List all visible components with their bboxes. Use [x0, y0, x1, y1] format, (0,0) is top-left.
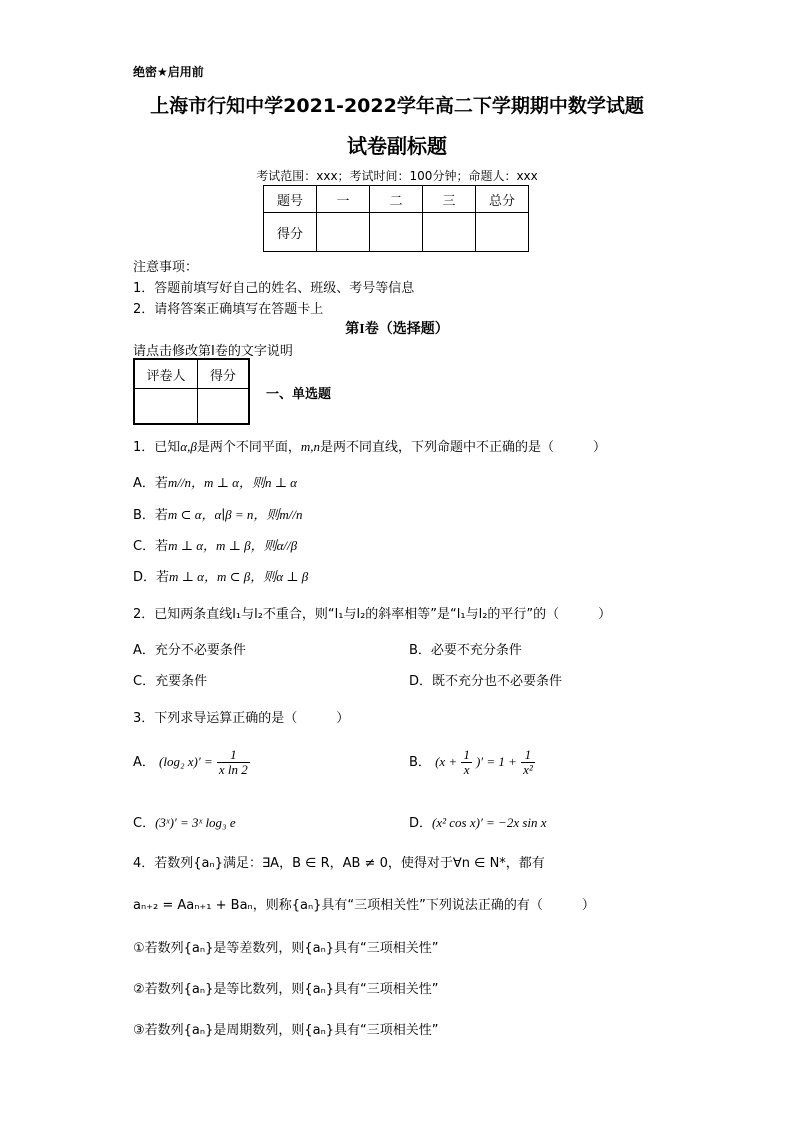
grader-row: [134, 389, 249, 425]
score-cell[interactable]: [423, 213, 476, 252]
question-3-option-c: [133, 812, 236, 831]
question-4-stem-line2: aₙ₊₂ = Aaₙ₊₁ + Baₙ，则称{aₙ}具有“三项相关性”下列说法正确的有（ ）: [133, 898, 595, 913]
option-label: B．若: [133, 508, 168, 523]
question-1-option-c: [133, 535, 297, 554]
fraction: $\frac{1}{\text{x²}}$: [523, 747, 533, 777]
grader-header-cell: 评卷人: [134, 359, 198, 389]
q1-text: 1．已知: [133, 440, 181, 455]
grader-header-cell: 得分: [198, 359, 250, 389]
option-math: m ⊥ α，m ⊂ β，则α ⊥ β: [169, 569, 309, 584]
notes-heading: 注意事项：: [133, 260, 199, 275]
question-1-option-a: [133, 472, 297, 491]
fraction: $\frac{1}{\text{x ln 2}}$: [218, 747, 248, 777]
part1-heading: 第I卷（选择题）: [345, 322, 449, 337]
question-1-option-d: [133, 566, 308, 585]
option-math: (x² cos x)′ = −2x sin x: [432, 815, 547, 830]
exam-subtitle: 试卷副标题: [347, 134, 447, 158]
option-label: D．若: [133, 570, 170, 585]
option-label: D．: [409, 816, 433, 831]
score-row-label: 得分: [264, 213, 317, 252]
notes-item: 1．答题前填写好自己的姓名、班级、考号等信息: [133, 281, 415, 296]
grader-cell[interactable]: [134, 389, 198, 425]
score-header-cell: 题号: [264, 186, 317, 213]
q1-math: m,n: [300, 439, 320, 454]
score-table-header-row: [264, 186, 529, 213]
q1-text: 是两个不同平面，: [196, 440, 301, 455]
score-header-cell: 一: [317, 186, 370, 213]
option-label: C．: [133, 816, 156, 831]
q1-text: 是两不同直线，下列命题中不正确的是（ ）: [320, 440, 607, 455]
exam-info: 考试范围：xxx；考试时间：100分钟；命题人：xxx: [256, 169, 538, 183]
grader-cell[interactable]: [198, 389, 250, 425]
section-title: 一、单选题: [266, 387, 332, 402]
top-secret-label: 绝密★启用前: [133, 65, 204, 79]
notes-item: 2．请将答案正确填写在答题卡上: [133, 302, 324, 317]
question-1-stem: [133, 436, 606, 455]
score-cell[interactable]: [476, 213, 529, 252]
question-3-option-d: [409, 812, 547, 831]
exam-title: 上海市行知中学2021-2022学年高二下学期期中数学试题: [150, 95, 644, 117]
question-2-option-c: C．充要条件: [133, 674, 208, 689]
question-4-statement-2: ②若数列{aₙ}是等比数列，则{aₙ}具有“三项相关性”: [133, 982, 439, 997]
score-table-row: [264, 213, 529, 252]
score-cell[interactable]: [370, 213, 423, 252]
question-2-option-a: A．充分不必要条件: [133, 643, 246, 658]
option-label: C．若: [133, 539, 169, 554]
option-math: )′ = 1 +: [475, 754, 517, 769]
question-4-statement-1: ①若数列{aₙ}是等差数列，则{aₙ}具有“三项相关性”: [133, 941, 439, 956]
grader-table: [133, 358, 250, 425]
question-3-option-b: [409, 748, 535, 777]
fraction: $\frac{1}{x}$: [463, 747, 470, 777]
question-1-option-b: [133, 504, 303, 523]
option-label: A．若: [133, 476, 168, 491]
option-label: B．: [409, 755, 431, 770]
option-math: m ⊥ α，m ⊥ β，则α//β: [168, 538, 298, 553]
grader-header-row: [134, 359, 249, 389]
score-header-cell: 总分: [476, 186, 529, 213]
question-4-statement-3: ③若数列{aₙ}是周期数列，则{aₙ}具有“三项相关性”: [133, 1023, 439, 1038]
question-3-stem: 3．下列求导运算正确的是（ ）: [133, 711, 350, 726]
option-math: (3ˣ)′ = 3ˣ log₃ e: [155, 815, 236, 830]
option-label: A．: [133, 755, 155, 770]
question-2-option-d: D．既不充分也不必要条件: [409, 674, 563, 689]
question-2-option-b: B．必要不充分条件: [409, 643, 522, 658]
option-math: m ⊂ α，α∣β = n，则m//n: [167, 507, 303, 522]
score-cell[interactable]: [317, 213, 370, 252]
score-table: [263, 185, 529, 252]
score-header-cell: 二: [370, 186, 423, 213]
option-math: (log₂ x)′ =: [159, 754, 213, 769]
option-math: (x +: [435, 754, 458, 769]
part1-instruction[interactable]: 请点击修改第I卷的文字说明: [133, 344, 293, 359]
option-math: m//n，m ⊥ α，则n ⊥ α: [167, 475, 298, 490]
score-header-cell: 三: [423, 186, 476, 213]
question-2-stem: 2．已知两条直线l₁与l₂不重合，则“l₁与l₂的斜率相等”是“l₁与l₂的平行”的（ ）: [133, 607, 612, 622]
question-3-option-a: [133, 748, 250, 777]
q1-math: α,β: [180, 439, 197, 454]
question-4-stem-line1: 4．若数列{aₙ}满足：∃A，B ∈ R，AB ≠ 0，使得对于∀n ∈ N*，都有: [133, 856, 545, 871]
